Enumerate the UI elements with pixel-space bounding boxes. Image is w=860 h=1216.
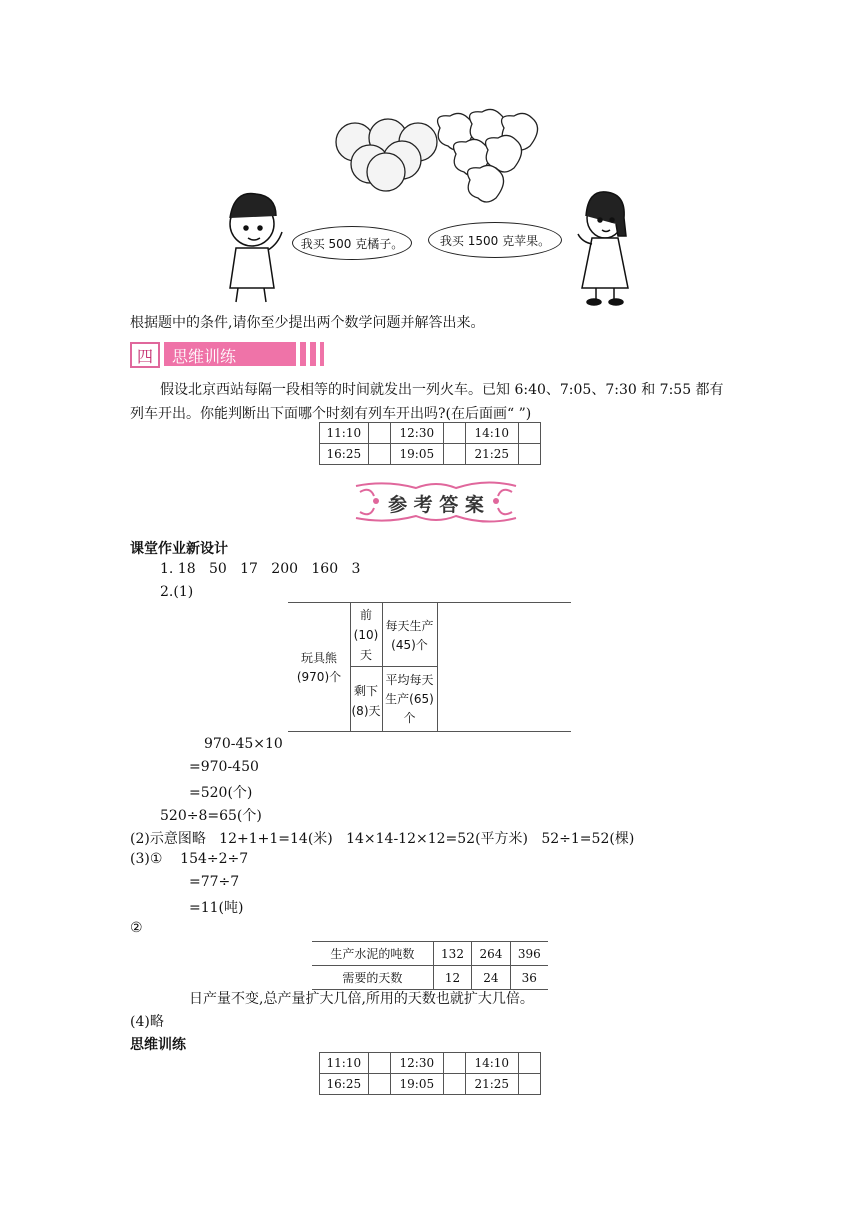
table-row bbox=[320, 444, 541, 465]
time-cell: 21:25 bbox=[466, 444, 519, 465]
mark-cell bbox=[518, 1074, 540, 1095]
section4-title-bar bbox=[164, 342, 324, 366]
calc-line-4: 520÷8=65(个) bbox=[160, 808, 262, 824]
answer-q3-circle2: ② bbox=[130, 920, 143, 936]
mark-cell[interactable] bbox=[368, 444, 390, 465]
diagram-rest-days: (8)天 bbox=[351, 704, 381, 718]
section4-number: 四 bbox=[130, 342, 160, 368]
table-row bbox=[320, 1074, 541, 1095]
fruit-illustration bbox=[220, 100, 650, 310]
cement-cell: 396 bbox=[517, 946, 541, 961]
mark-cell[interactable] bbox=[518, 444, 540, 465]
diagram-rest-rate-label: 平均每天 bbox=[385, 673, 434, 687]
boy-icon bbox=[230, 194, 282, 303]
mark-cell[interactable] bbox=[368, 423, 390, 444]
question-prompt: 根据题中的条件,请你至少提出两个数学问题并解答出来。 bbox=[130, 315, 485, 331]
oranges-icon bbox=[336, 119, 437, 191]
calc-line-1: 970-45×10 bbox=[204, 736, 283, 752]
answer-q1: 1. 18 50 17 200 160 3 bbox=[160, 561, 361, 577]
diagram-first-rate-value: (45)个 bbox=[391, 638, 428, 652]
answer-times-table bbox=[319, 1052, 541, 1095]
diagram-rest-rate-value: 生产(65) bbox=[385, 692, 434, 706]
time-cell: 14:10 bbox=[466, 423, 519, 444]
mark-cell[interactable] bbox=[443, 423, 465, 444]
time-cell: 16:25 bbox=[320, 1074, 369, 1095]
answer-q2-label: 2.(1) bbox=[160, 584, 194, 600]
cement-row1-label: 生产水泥的吨数 bbox=[312, 942, 433, 966]
girl-icon bbox=[578, 192, 628, 305]
problem-line-2: 列车开出。你能判断出下面哪个时刻有列车开出吗?(在后面画“ ”) bbox=[130, 406, 532, 422]
diagram-first-days: (10) bbox=[353, 628, 379, 642]
table-row bbox=[312, 966, 548, 990]
mark-cell bbox=[368, 1074, 390, 1095]
answers-heading-1: 课堂作业新设计 bbox=[130, 541, 228, 557]
calc-line-2: =970-450 bbox=[189, 759, 259, 775]
answers-heading-2: 思维训练 bbox=[130, 1037, 186, 1053]
diagram-total-label: 玩具熊 bbox=[300, 651, 337, 665]
diagram-total-value: (970)个 bbox=[296, 670, 342, 684]
time-cell: 19:05 bbox=[391, 1074, 444, 1095]
answer-q4: (4)略 bbox=[130, 1014, 164, 1030]
cement-cell: 36 bbox=[521, 970, 537, 985]
answer-q3-3: =11(吨) bbox=[189, 900, 244, 916]
cement-row2-label: 需要的天数 bbox=[312, 966, 433, 990]
diagram-first-rate-label: 每天生产 bbox=[385, 619, 434, 633]
answer-conclusion: 日产量不变,总产量扩大几倍,所用的天数也就扩大几倍。 bbox=[189, 991, 534, 1007]
cement-cell: 12 bbox=[433, 966, 471, 990]
answer-q2-2: (2)示意图略 12+1+1=14(米) 14×14-12×12=52(平方米) 52÷1=52(棵) bbox=[130, 831, 635, 847]
girl-speech-bubble: 我买 1500 克苹果。 bbox=[428, 222, 562, 258]
answer-q3-2: =77÷7 bbox=[189, 874, 240, 890]
table-row bbox=[320, 1053, 541, 1074]
apples-icon bbox=[438, 109, 538, 202]
mark-cell bbox=[368, 1053, 390, 1074]
mark-cell[interactable] bbox=[443, 444, 465, 465]
problem-line-1: 假设北京西站每隔一段相等的时间就发出一列火车。已知 6:40、7:05、7:30 和 7:55 都有 bbox=[160, 382, 724, 398]
mark-cell bbox=[443, 1074, 465, 1095]
time-cell: 16:25 bbox=[320, 444, 369, 465]
time-cell: 21:25 bbox=[466, 1074, 519, 1095]
mark-cell bbox=[518, 1053, 540, 1074]
diagram-rest-rate-unit: 个 bbox=[403, 711, 416, 725]
cement-table bbox=[312, 941, 548, 990]
time-cell: 11:10 bbox=[320, 1053, 369, 1074]
time-cell: 19:05 bbox=[391, 444, 444, 465]
diagram-first-unit: 天 bbox=[359, 648, 372, 662]
mark-cell[interactable] bbox=[518, 423, 540, 444]
time-cell: 11:10 bbox=[320, 423, 369, 444]
time-cell: 12:30 bbox=[391, 1053, 444, 1074]
answers-title: 参 考 答 案 bbox=[388, 494, 484, 516]
cement-cell: 264 bbox=[472, 942, 510, 966]
diagram-first-label: 前 bbox=[359, 608, 372, 622]
production-diagram bbox=[288, 602, 571, 732]
time-cell: 14:10 bbox=[466, 1053, 519, 1074]
boy-speech-bubble: 我买 500 克橘子。 bbox=[292, 226, 412, 260]
answer-q3-1: (3)① 154÷2÷7 bbox=[130, 851, 249, 867]
diagram-rest-label: 剩下 bbox=[353, 684, 378, 698]
time-cell: 12:30 bbox=[391, 423, 444, 444]
calc-line-3: =520(个) bbox=[189, 785, 253, 801]
table-row bbox=[312, 942, 548, 966]
cement-cell: 132 bbox=[433, 942, 471, 966]
section4-title: 思维训练 bbox=[172, 347, 237, 366]
cement-cell: 24 bbox=[472, 966, 510, 990]
table-row bbox=[320, 423, 541, 444]
train-times-table bbox=[319, 422, 541, 465]
section4-banner bbox=[130, 340, 326, 366]
mark-cell bbox=[443, 1053, 465, 1074]
answers-banner bbox=[352, 478, 520, 524]
